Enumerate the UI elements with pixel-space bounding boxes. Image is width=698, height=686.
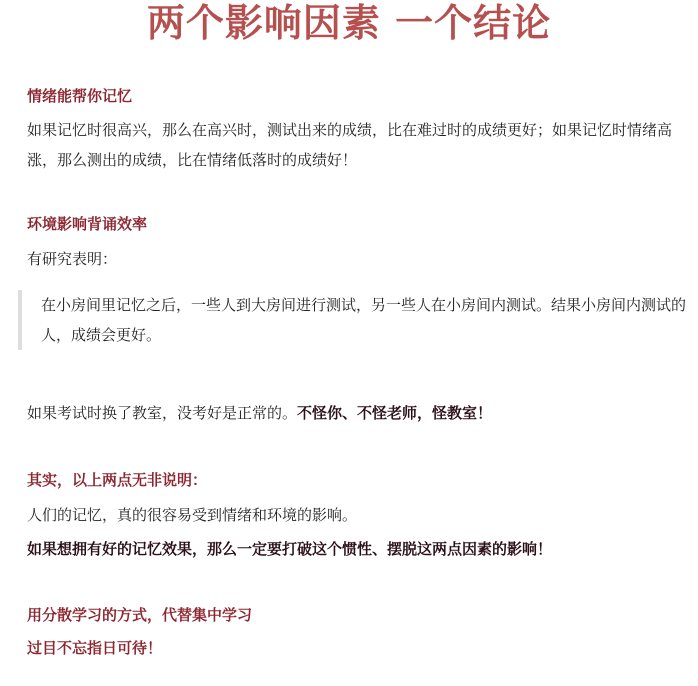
section-heading-summary: 其实，以上两点无非说明： — [27, 471, 208, 489]
paragraph-summary: 人们的记忆，真的很容易受到情绪和环境的影响。 — [27, 506, 358, 524]
tip-line-conclusion: 过目不忘指日可待！ — [27, 639, 163, 657]
paragraph-emotion: 如果记忆时很高兴，那么在高兴时，测试出来的成绩，比在难过时的成绩更好；如果记忆时情绪高涨，那么测出的成绩，比在情绪低落时的成绩好！ — [27, 121, 673, 169]
page-title: 两个影响因素 一个结论 — [146, 0, 552, 45]
section-heading-emotion: 情绪能帮你记忆 — [27, 87, 133, 105]
paragraph-classroom — [27, 398, 692, 428]
paragraph-research-intro: 有研究表明： — [27, 250, 118, 268]
classroom-bold-text: 不怪你、不怪老师，怪教室！ — [297, 404, 493, 422]
section-heading-environment: 环境影响背诵效率 — [27, 215, 148, 233]
tip-line-distributed-learning: 用分散学习的方式，代替集中学习 — [27, 606, 253, 624]
classroom-plain-text: 如果考试时换了教室，没考好是正常的。 — [27, 404, 298, 422]
quote-text: 在小房间里记忆之后，一些人到大房间进行测试，另一些人在小房间内测试。结果小房间内测试的人，成绩会更好。 — [41, 296, 687, 344]
blockquote-research — [18, 290, 692, 350]
paragraph-summary-bold: 如果想拥有好的记忆效果，那么一定要打破这个惯性、摆脱这两点因素的影响！ — [27, 540, 553, 558]
